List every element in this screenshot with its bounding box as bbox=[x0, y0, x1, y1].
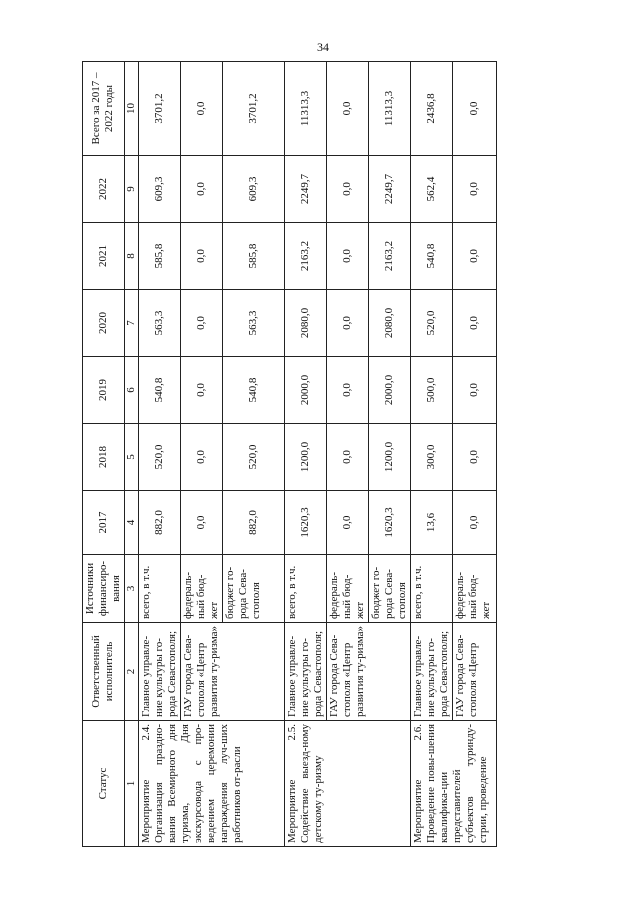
value-cell: 563,3 bbox=[222, 290, 284, 357]
value-cell: 0,0 bbox=[326, 424, 368, 491]
value-cell: 540,8 bbox=[410, 223, 452, 290]
value-cell: 1620,3 bbox=[368, 491, 410, 555]
column-number: 1 bbox=[124, 721, 138, 847]
rotated-table-container bbox=[82, 62, 568, 847]
value-cell: 2080,0 bbox=[368, 290, 410, 357]
value-cell: 609,3 bbox=[222, 156, 284, 223]
value-cell: 0,0 bbox=[326, 62, 368, 156]
column-number: 4 bbox=[124, 491, 138, 555]
value-cell: 0,0 bbox=[180, 357, 222, 424]
value-cell: 1620,3 bbox=[284, 491, 326, 555]
header-executor: Ответственный исполнитель bbox=[83, 623, 125, 721]
header-status: Статус bbox=[83, 721, 125, 847]
value-cell: 0,0 bbox=[326, 156, 368, 223]
financing-table bbox=[82, 61, 497, 847]
value-cell: 0,0 bbox=[452, 156, 496, 223]
value-cell: 11313,3 bbox=[284, 62, 326, 156]
header-2021: 2021 bbox=[83, 223, 125, 290]
header-2019: 2019 bbox=[83, 357, 125, 424]
value-cell: 0,0 bbox=[180, 290, 222, 357]
value-cell: 0,0 bbox=[326, 290, 368, 357]
value-cell: 609,3 bbox=[138, 156, 180, 223]
column-number: 7 bbox=[124, 290, 138, 357]
column-number: 9 bbox=[124, 156, 138, 223]
column-number-row bbox=[124, 62, 138, 847]
value-cell: 585,8 bbox=[222, 223, 284, 290]
header-total: Всего за 2017 – 2022 годы bbox=[83, 62, 125, 156]
value-cell: 13,6 bbox=[410, 491, 452, 555]
executor-cell: ГАУ города Сева-стополя «Центр bbox=[452, 623, 496, 721]
status-cell: Мероприятие 2.5. Содействие выезд-ному детскому ту-ризму bbox=[284, 721, 410, 847]
value-cell: 520,0 bbox=[410, 290, 452, 357]
column-number: 5 bbox=[124, 424, 138, 491]
value-cell: 0,0 bbox=[326, 357, 368, 424]
value-cell: 520,0 bbox=[222, 424, 284, 491]
value-cell: 563,3 bbox=[138, 290, 180, 357]
table-row bbox=[410, 62, 452, 847]
executor-cell: ГАУ города Сева-стополя «Центр развития ту-ризма» bbox=[180, 623, 284, 721]
source-cell: всего, в т.ч. bbox=[284, 555, 326, 623]
source-cell: всего, в т.ч. bbox=[138, 555, 180, 623]
value-cell: 2436,8 bbox=[410, 62, 452, 156]
executor-cell: Главное управле-ние культуры го-рода Севастополя; bbox=[138, 623, 180, 721]
source-cell: федераль-ный бюд-жет bbox=[452, 555, 496, 623]
value-cell: 2249,7 bbox=[284, 156, 326, 223]
header-2017: 2017 bbox=[83, 491, 125, 555]
value-cell: 0,0 bbox=[452, 424, 496, 491]
value-cell: 540,8 bbox=[138, 357, 180, 424]
source-cell: федераль-ный бюд-жет bbox=[180, 555, 222, 623]
value-cell: 11313,3 bbox=[368, 62, 410, 156]
source-cell: всего, в т.ч. bbox=[410, 555, 452, 623]
value-cell: 882,0 bbox=[222, 491, 284, 555]
value-cell: 2000,0 bbox=[284, 357, 326, 424]
value-cell: 1200,0 bbox=[368, 424, 410, 491]
value-cell: 562,4 bbox=[410, 156, 452, 223]
header-row bbox=[83, 62, 125, 847]
value-cell: 3701,2 bbox=[138, 62, 180, 156]
value-cell: 882,0 bbox=[138, 491, 180, 555]
column-number: 6 bbox=[124, 357, 138, 424]
value-cell: 0,0 bbox=[180, 491, 222, 555]
value-cell: 2000,0 bbox=[368, 357, 410, 424]
value-cell: 0,0 bbox=[452, 290, 496, 357]
page-number: 34 bbox=[317, 40, 329, 54]
table-row bbox=[284, 62, 326, 847]
header-2020: 2020 bbox=[83, 290, 125, 357]
value-cell: 2249,7 bbox=[368, 156, 410, 223]
status-cell: Мероприятие 2.4. Организация праздно-вания Всемирного дня туризма, Дня экскурсовода с про-ведением церемонии награждения луч-ших работников от-расли bbox=[138, 721, 284, 847]
executor-cell: Главное управле-ние культуры го-рода Севастополя; bbox=[410, 623, 452, 721]
value-cell: 0,0 bbox=[452, 357, 496, 424]
value-cell: 540,8 bbox=[222, 357, 284, 424]
value-cell: 300,0 bbox=[410, 424, 452, 491]
column-number: 3 bbox=[124, 555, 138, 623]
value-cell: 0,0 bbox=[180, 424, 222, 491]
header-2022: 2022 bbox=[83, 156, 125, 223]
column-number: 2 bbox=[124, 623, 138, 721]
source-cell: бюджет го-рода Сева-стополя bbox=[368, 555, 410, 623]
value-cell: 0,0 bbox=[180, 223, 222, 290]
value-cell: 585,8 bbox=[138, 223, 180, 290]
value-cell: 0,0 bbox=[326, 223, 368, 290]
value-cell: 0,0 bbox=[452, 491, 496, 555]
value-cell: 500,0 bbox=[410, 357, 452, 424]
status-cell: Мероприятие 2.6. Проведение повы-шения квалифика-ции представителей субъектов туринду-стрии, проведение bbox=[410, 721, 496, 847]
source-cell: федераль-ный бюд-жет bbox=[326, 555, 368, 623]
value-cell: 0,0 bbox=[180, 62, 222, 156]
value-cell: 2080,0 bbox=[284, 290, 326, 357]
header-source: Источники финансиро-вания bbox=[83, 555, 125, 623]
value-cell: 0,0 bbox=[180, 156, 222, 223]
value-cell: 2163,2 bbox=[368, 223, 410, 290]
header-2018: 2018 bbox=[83, 424, 125, 491]
value-cell: 2163,2 bbox=[284, 223, 326, 290]
value-cell: 0,0 bbox=[452, 62, 496, 156]
value-cell: 0,0 bbox=[452, 223, 496, 290]
column-number: 8 bbox=[124, 223, 138, 290]
source-cell: бюджет го-рода Сева-стополя bbox=[222, 555, 284, 623]
value-cell: 0,0 bbox=[326, 491, 368, 555]
executor-cell: ГАУ города Сева-стополя «Центр развития ту-ризма» bbox=[326, 623, 410, 721]
value-cell: 520,0 bbox=[138, 424, 180, 491]
value-cell: 1200,0 bbox=[284, 424, 326, 491]
column-number: 10 bbox=[124, 62, 138, 156]
value-cell: 3701,2 bbox=[222, 62, 284, 156]
table-row bbox=[138, 62, 180, 847]
executor-cell: Главное управле-ние культуры го-рода Севастополя; bbox=[284, 623, 326, 721]
